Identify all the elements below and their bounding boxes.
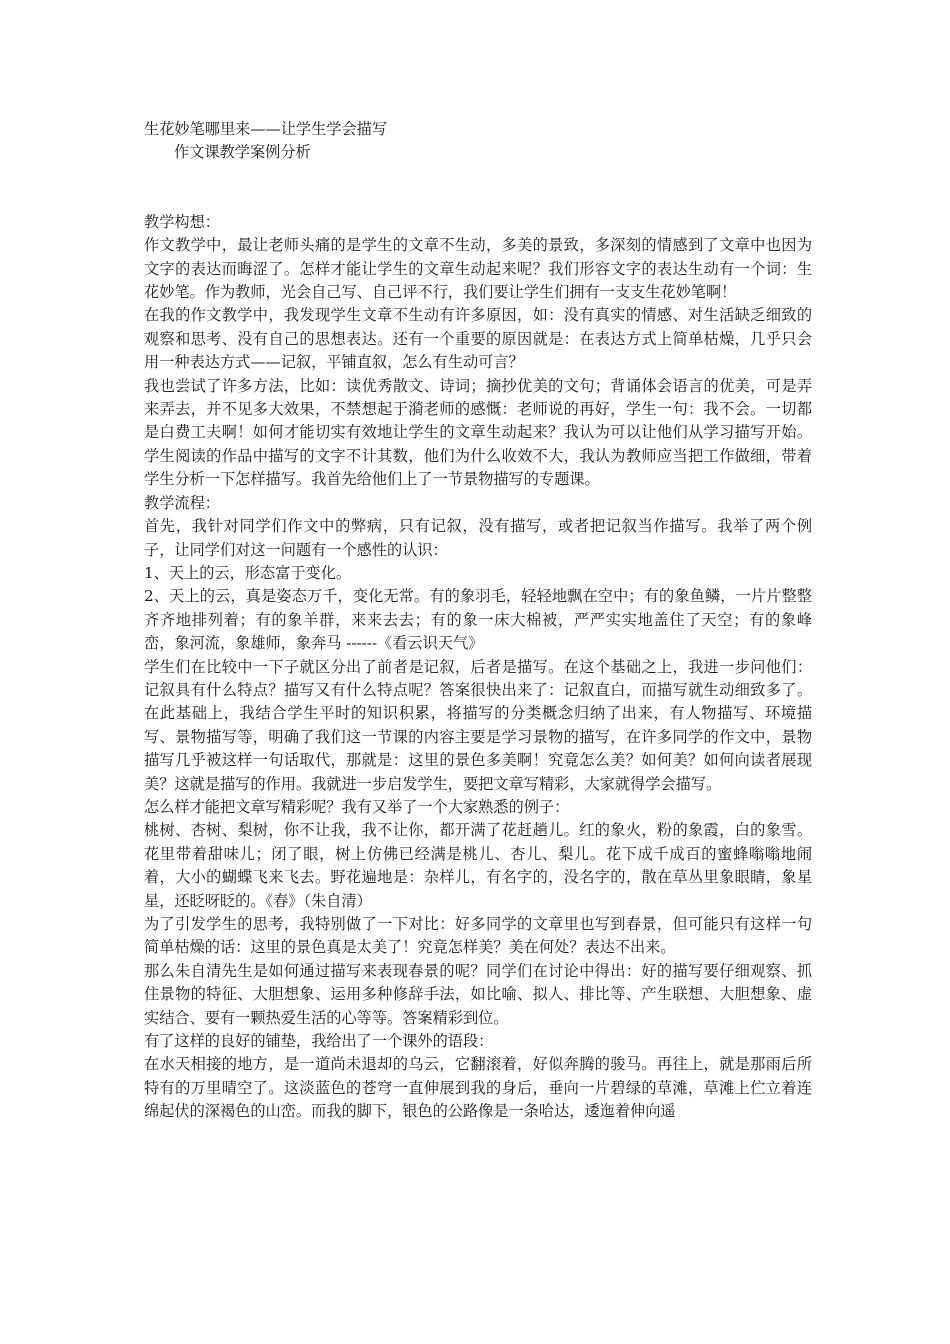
paragraph: 学生们在比较中一下子就区分出了前者是记叙，后者是描写。在这个基础之上，我进一步问他们：记叙具有什么特点？描写又有什么特点呢？答案很快出来了：记叙直白，而描写就生动细致多了。在此基础上，我结合学生平时的知识积累，将描写的分类概念归纳了出来，有人物描写、环境描写、景物描写等，明确了我们这一节课的内容主要是学习景物的描写，在许多同学的作文中，景物描写几乎被这样一句话取代，那就是：这里的景色多美啊！究竟怎么美？如何美？如何向读者展现美？这就是描写的作用。我就进一步启发学生，要把文章写精彩，大家就得学会描写。	[144, 657, 812, 793]
section-heading-concept: 教学构想：	[144, 212, 220, 231]
paragraph: 2、天上的云，真是姿态万千，变化无常。有的象羽毛，轻轻地飘在空中；有的象鱼鳞，一片片整整齐齐地排列着；有的象羊群，来来去去；有的象一床大棉被，严严实实地盖住了天空；有的象峰峦，象河流，象雄师，象奔马 ------《看云识天气》	[144, 587, 812, 653]
paragraph: 我也尝试了许多方法，比如：读优秀散文、诗词；摘抄优美的文句；背诵体会语言的优美，可是弄来弄去，并不见多大效果，不禁想起于漪老师的感慨：老师说的再好，学生一句：我不会。一切都是白费工夫啊！如何才能切实有效地让学生的文章生动起来？我认为可以让他们从学习描写开始。学生阅读的作品中描写的文字不计其数，他们为什么收效不大，我认为教师应当把工作做细，带着学生分析一下怎样描写。我首先给他们上了一节景物描写的专题课。	[144, 376, 812, 489]
paragraph: 在水天相接的地方，是一道尚未退却的乌云，它翻滚着，好似奔腾的骏马。再往上，就是那雨后所特有的万里晴空了。这淡蓝色的苍穹一直伸展到我的身后，垂向一片碧绿的草滩，草滩上伫立着连绵起伏的深褐色的山峦。而我的脚下，银色的公路像是一条哈达，逶迤着伸向遥	[144, 1055, 812, 1121]
blank-space	[144, 165, 812, 211]
document-title: 生花妙笔哪里来——让学生学会描写	[144, 120, 387, 138]
paragraph: 在我的作文教学中，我发现学生文章不生动有许多原因，如：没有真实的情感、对生活缺乏细致的观察和思考、没有自己的思想表达。还有一个重要的原因就是：在表达方式上简单枯燥，几乎只会用一种表达方式——记叙，平铺直叙，怎么有生动可言？	[144, 306, 812, 372]
paragraph: 为了引发学生的思考，我特别做了一下对比：好多同学的文章里也写到春景，但可能只有这样一句简单枯燥的话：这里的景色真是太美了！究竟怎样美？美在何处？表达不出来。	[144, 915, 812, 957]
document-subtitle: 作文课教学案例分析	[174, 143, 311, 162]
paragraph: 桃树、杏树、梨树，你不让我，我不让你，都开满了花赶趟儿。红的象火，粉的象霞，白的象雪。花里带着甜味儿；闭了眼，树上仿佛已经满是桃儿、杏儿、梨儿。花下成千成百的蜜蜂嗡嗡地闹着，大小的蝴蝶飞来飞去。野花遍地是：杂样儿，有名字的，没名字的，散在草丛里象眼睛，象星星，还眨呀眨的。《春》（朱自清）	[144, 821, 812, 910]
paragraph: 怎么样才能把文章写精彩呢？我有又举了一个大家熟悉的例子：	[144, 797, 570, 816]
paragraph: 首先，我针对同学们作文中的弊病，只有记叙，没有描写，或者把记叙当作描写。我举了两个例子，让同学们对这一问题有一个感性的认识：	[144, 517, 812, 559]
document-page	[144, 118, 812, 1124]
paragraph: 有了这样的良好的铺垫，我给出了一个课外的语段：	[144, 1032, 494, 1051]
section-heading-process: 教学流程：	[144, 493, 220, 512]
paragraph: 作文教学中，最让老师头痛的是学生的文章不生动，多美的景致，多深刻的情感到了文章中也因为文字的表达而晦涩了。怎样才能让学生的文章生动起来呢？我们形容文字的表达生动有一个词：生花妙笔。作为教师，光会自己写、自己评不行，我们要让学生们拥有一支支生花妙笔啊！	[144, 236, 812, 302]
paragraph: 1、天上的云，形态富于变化。	[144, 563, 352, 582]
paragraph: 那么朱自清先生是如何通过描写来表现春景的呢？同学们在讨论中得出：好的描写要仔细观察、抓住景物的特征、大胆想象、运用多种修辞手法，如比喻、拟人、排比等、产生联想、大胆想象、虚实结合、要有一颗热爱生活的心等等。答案精彩到位。	[144, 961, 812, 1027]
